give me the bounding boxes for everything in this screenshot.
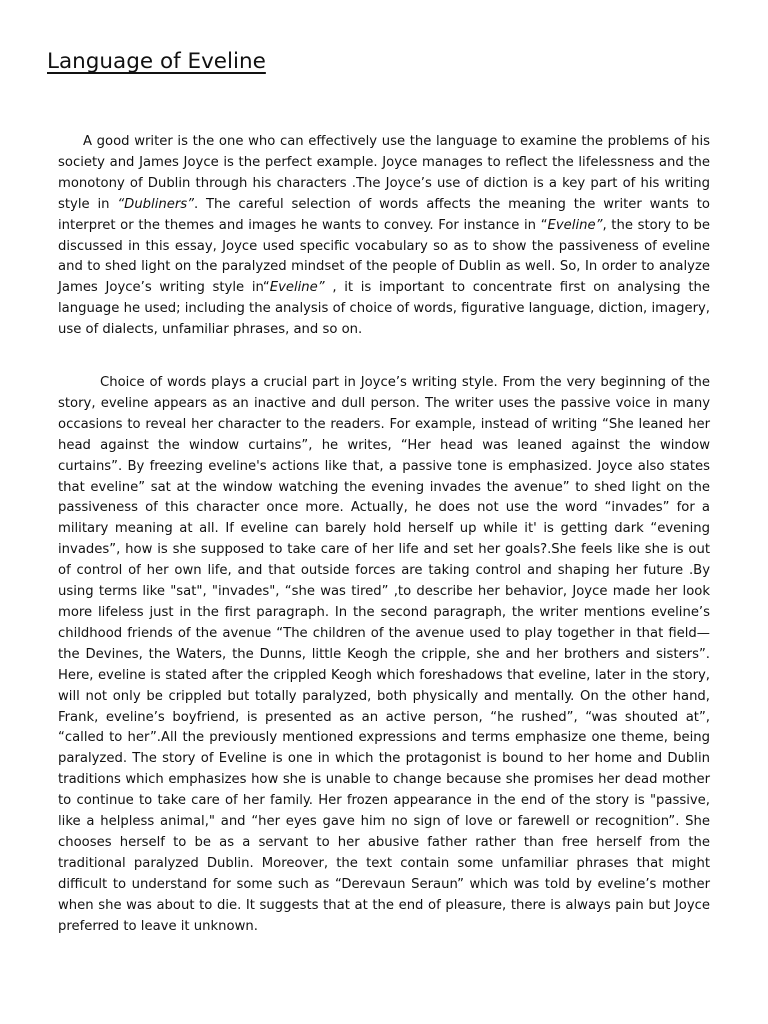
paragraph-text: . The careful selection of words affects the meaning the writer wants to interpret or the themes and images he wants to convey. For instance in “ (58, 196, 711, 233)
paragraph-2 (58, 373, 710, 937)
italic-title-dubliners: “Dubliners” (117, 196, 194, 212)
paragraph-text: Choice of words plays a crucial part in Joyce’s writing style. From the very beginning of the story, eveline appears as an inactive and dull person. The writer uses the passive voice in many occasions to reveal her character to the readers. For example, instead of writing “She leaned her head against the window curtains”, he writes, “Her head was leaned against the window curtains”. By freezing eveline's actions like that, a passive tone is emphasized. Joyce also states that eveline” sat at the window watching the evening invades the avenue” to shed light on the passiveness of this character once more. Actually, he does not use the word “invades” for a military meaning at all. If eveline can barely hold herself up while it' is getting dark “evening invades”, how is she supposed to take care of her life and set her goals?.She feels like she is out of control of her own life, and that outside forces are taking control and shaping her future .By using terms like "sat", "invades", “she was tired” ,to describe her behavior, Joyce made her look more lifeless just in the first paragraph. In the second paragraph, the writer mentions eveline’s childhood friends of the avenue “The children of the avenue used to play together in that field—the Devines, the Waters, the Dunns, little Keogh the cripple, she and her brothers and sisters”. Here, eveline is stated after the crippled Keogh which foreshadows that eveline, later in the story, will not only be crippled but totally paralyzed, both physically and mentally. On the other hand, Frank, eveline’s boyfriend, is presented as an active person, “he rushed”, “was shouted at”, “called to her”.All the previously mentioned expressions and terms emphasize one theme, being paralyzed. The story of Eveline is one in which the protagonist is bound to her home and Dublin traditions which emphasizes how she is unable to change because she promises her dead mother to continue to take care of her family. Her frozen appearance in the end of the story is "passive, like a helpless animal," and “her eyes gave him no sign of love or farewell or recognition”. She chooses herself to be as a servant to her abusive father rather than free herself from the traditional paralyzed Dublin. Moreover, the text contain some unfamiliar phrases that might difficult to understand for some such as “Derevaun Seraun” which was told by eveline’s mother when she was about to die. It suggests that at the end of pleasure, there is always pain but Joyce preferred to leave it unknown. (58, 375, 710, 934)
paragraph-text: , the story to be discussed in this essay, Joyce used specific vocabulary so as to show the passiveness of eveline and to shed light on the paralyzed mindset of the people of Dublin as well. So, In order to analyze James Joyce’s writing style in“ (58, 217, 710, 296)
document-title: Language of Eveline (47, 49, 266, 74)
paragraph-text: , it is important to concentrate first on analysing the language he used; including the analysis of choice of words, figurative language, diction, imagery, use of dialects, unfamiliar phrases, and so on. (58, 280, 710, 338)
italic-title-eveline: Eveline” (547, 217, 603, 233)
italic-title-eveline: Eveline” (269, 280, 325, 296)
paragraph-1 (58, 132, 710, 341)
paragraph-text: A good writer is the one who can effectively use the language to examine the problems of his society and James Joyce is the perfect example. Joyce manages to reflect the lifelessness and the monotony of Dublin through his characters .The Joyce’s use of diction is a key part of his writing style in (58, 134, 710, 212)
